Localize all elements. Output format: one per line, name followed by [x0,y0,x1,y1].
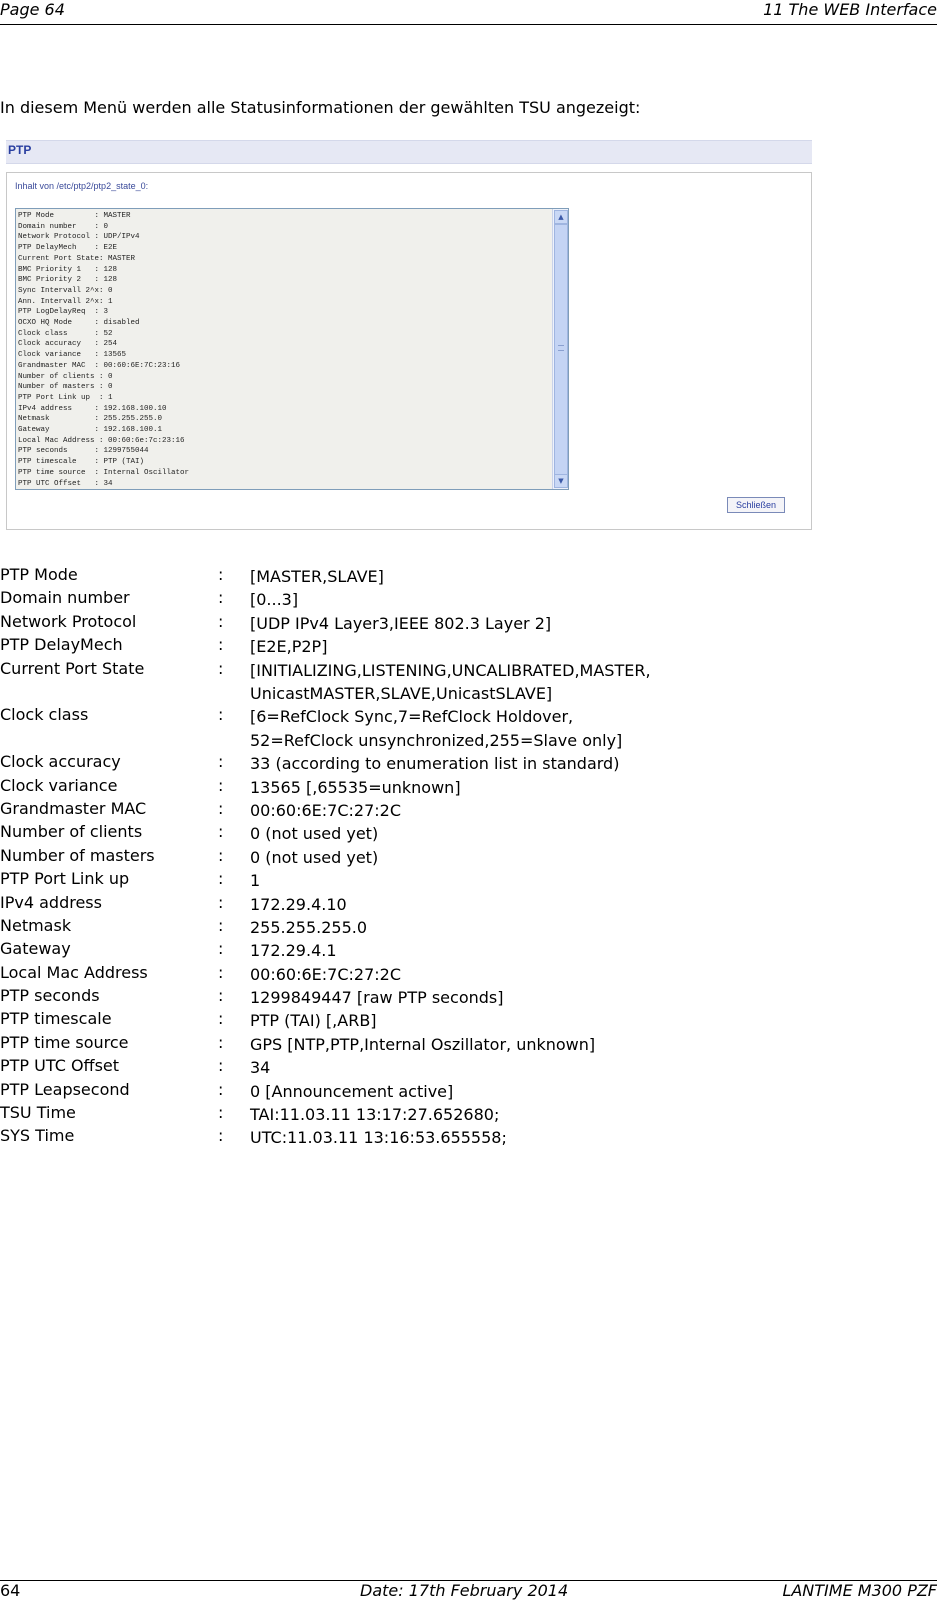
param-value-line: [6=RefClock Sync,7=RefClock Holdover, [250,707,574,727]
intro-text: In diesem Menü werden alle Statusinformationen der gewählten TSU angezeigt: [0,98,641,117]
param-value [250,635,327,658]
param-label: PTP timescale [0,1009,112,1029]
param-label: PTP UTC Offset [0,1056,120,1076]
param-value-line: [0...3] [250,590,299,610]
param-value [250,846,378,869]
param-colon: : [218,1009,224,1029]
param-row [0,893,937,916]
param-value-line: UTC:11.03.11 13:16:53.655558; [250,1128,507,1148]
param-value [250,869,260,892]
param-value [250,799,401,822]
param-colon: : [218,869,224,889]
param-label: PTP time source [0,1032,129,1052]
state-text: PTP Mode : MASTER Domain number : 0 Network Protocol : UDP/IPv4 PTP DelayMech : E2E Current Port State: MASTER BMC Priority 1 : 128 BMC Priority 2 : 128 Sync Intervall 2^x: 0 Ann. Intervall 2^x: 1 PTP LogDelayReq : 3 OCXO HQ Mode : disabled Clock class : 52 Clock accuracy : 254 Clock variance : 13565 Grandmaster MAC : 00:60:6E:7C:23:16 Number of clients : 0 Number of masters : 0 PTP Port Link up : 1 IPv4 address : 192.168.100.10 Netmask : 255.255.255.0 Gateway : 192.168.100.1 Local Mac Address : 00:60:6e:7c:23:16 PTP seconds : 1299755044 PTP timescale : PTP (TAI) PTP time source : Internal Oscillator PTP UTC Offset : 34 [18,212,190,488]
param-colon: : [218,892,224,912]
product-name: LANTIME M300 PZF [782,1581,937,1600]
param-row [0,565,937,588]
page-number-header: Page 64 [0,0,65,19]
param-colon: : [218,635,224,655]
param-row [0,822,937,845]
param-colon: : [218,565,224,584]
param-row [0,705,937,752]
param-row [0,612,937,635]
param-row [0,986,937,1009]
param-value [250,1080,453,1103]
param-value-line: UnicastMASTER,SLAVE,UnicastSLAVE] [250,683,553,703]
param-value-line: [INITIALIZING,LISTENING,UNCALIBRATED,MASTER, [250,660,651,680]
section-title: PTP [8,143,32,157]
param-row [0,1103,937,1126]
param-value [250,1009,377,1032]
param-value [250,705,622,752]
param-value-line: PTP (TAI) [,ARB] [250,1011,377,1031]
param-value [250,963,401,986]
param-colon: : [218,1079,224,1099]
footer-date: Date: 17th February 2014 [360,1581,569,1600]
param-value-line: 255.255.255.0 [250,917,368,937]
param-row [0,588,937,611]
param-label: IPv4 address [0,892,102,912]
param-value [250,893,347,916]
param-row [0,635,937,658]
param-value [250,1033,595,1056]
param-label: Clock class [0,705,89,725]
param-value-line: TAI:11.03.11 13:17:27.652680; [250,1105,500,1125]
param-value-line: 52=RefClock unsynchronized,255=Slave only] [250,730,623,750]
param-value [250,986,503,1009]
param-colon: : [218,1032,224,1052]
param-label: Netmask [0,915,72,935]
param-row [0,1126,937,1149]
close-button[interactable]: Schließen [727,497,785,513]
param-label: Clock variance [0,775,118,795]
chapter-title: 11 The WEB Interface [763,0,937,19]
param-value [250,565,384,588]
param-label: Clock accuracy [0,752,121,772]
param-row [0,776,937,799]
scroll-up-icon[interactable]: ▲ [554,210,568,224]
param-label: PTP Port Link up [0,869,130,889]
param-label: Current Port State [0,658,145,678]
param-value [250,659,651,706]
param-row [0,1080,937,1103]
param-row [0,869,937,892]
param-value-line: 1 [250,871,261,891]
param-value-line: 00:60:6E:7C:27:2C [250,800,402,820]
param-colon: : [218,588,224,608]
param-value [250,588,298,611]
param-label: Grandmaster MAC [0,798,147,818]
param-row [0,1056,937,1079]
page-footer [0,1580,937,1603]
parameter-list [0,565,937,1150]
param-value-line: 172.29.4.1 [250,941,337,961]
param-value [250,612,551,635]
page-header [0,0,937,25]
param-label: Domain number [0,588,130,608]
param-label: Network Protocol [0,611,137,631]
param-colon: : [218,705,224,725]
param-label: PTP Mode [0,565,78,584]
param-label: Number of masters [0,845,155,865]
param-value-line: 33 (according to enumeration list in standard) [250,754,620,774]
param-row [0,1033,937,1056]
param-label: Number of clients [0,822,143,842]
param-value [250,752,619,775]
param-label: PTP Leapsecond [0,1079,130,1099]
param-colon: : [218,939,224,959]
param-value-line: 1299849447 [raw PTP seconds] [250,988,504,1008]
param-value-line: 34 [250,1058,271,1078]
param-colon: : [218,986,224,1006]
param-label: Gateway [0,939,71,959]
state-textarea[interactable] [15,208,569,490]
param-colon: : [218,1103,224,1123]
param-colon: : [218,822,224,842]
param-value [250,1126,507,1149]
param-row [0,1009,937,1032]
param-label: Local Mac Address [0,962,148,982]
param-row [0,752,937,775]
param-row [0,659,937,706]
param-value-line: [UDP IPv4 Layer3,IEEE 802.3 Layer 2] [250,613,552,633]
param-colon: : [218,752,224,772]
param-colon: : [218,962,224,982]
param-colon: : [218,845,224,865]
param-value [250,776,461,799]
param-colon: : [218,1126,224,1146]
param-row [0,799,937,822]
param-value [250,1056,270,1079]
param-value-line: GPS [NTP,PTP,Internal Oszillator, unknown] [250,1034,596,1054]
param-value-line: 0 (not used yet) [250,824,379,844]
state-panel [6,172,812,530]
param-value [250,822,378,845]
page-number-footer: 64 [0,1581,21,1600]
param-colon: : [218,611,224,631]
param-value-line: 13565 [,65535=unknown] [250,777,461,797]
param-value-line: 00:60:6E:7C:27:2C [250,964,402,984]
param-row [0,846,937,869]
grip-icon [558,345,564,351]
embedded-screenshot [6,140,812,530]
scroll-thumb[interactable] [554,224,568,476]
param-value-line: [MASTER,SLAVE] [250,567,384,586]
param-value-line: 0 [Announcement active] [250,1081,454,1101]
param-row [0,916,937,939]
param-colon: : [218,775,224,795]
param-row [0,939,937,962]
param-colon: : [218,1056,224,1076]
param-colon: : [218,915,224,935]
param-label: PTP DelayMech [0,635,123,655]
param-colon: : [218,658,224,678]
param-value [250,916,367,939]
param-colon: : [218,798,224,818]
param-label: TSU Time [0,1103,76,1123]
scrollbar[interactable] [552,209,568,489]
param-row [0,963,937,986]
param-label: SYS Time [0,1126,75,1146]
param-label: PTP seconds [0,986,100,1006]
param-value-line: [E2E,P2P] [250,637,328,657]
scroll-down-icon[interactable]: ▼ [554,474,568,488]
panel-label: Inhalt von /etc/ptp2/ptp2_state_0: [15,181,149,191]
param-value [250,939,337,962]
param-value-line: 0 (not used yet) [250,847,379,867]
param-value-line: 172.29.4.10 [250,894,347,914]
section-title-bar [6,140,812,164]
param-value [250,1103,499,1126]
